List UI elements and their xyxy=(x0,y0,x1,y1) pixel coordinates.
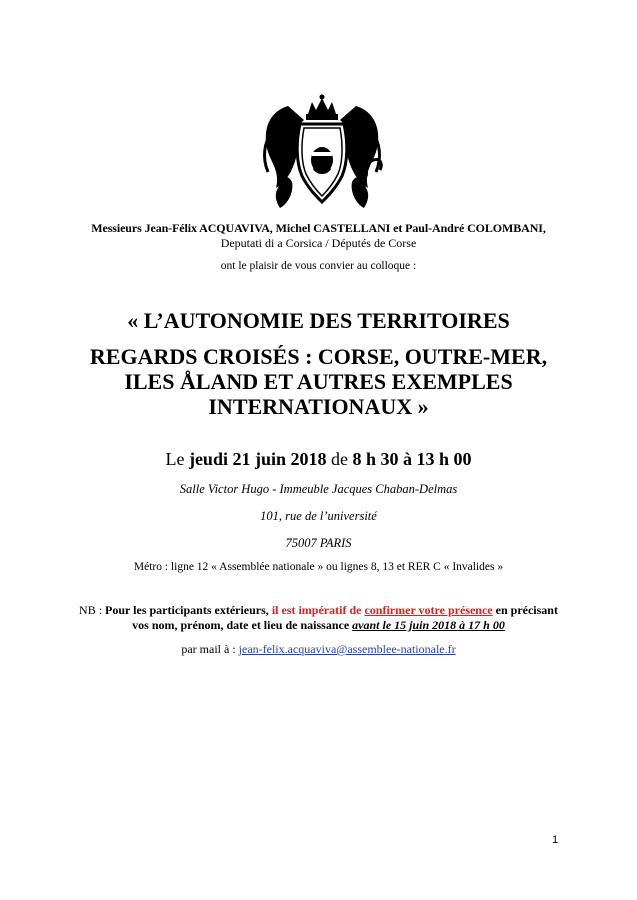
colloquium-title xyxy=(0,308,637,419)
invitation-line: ont le plaisir de vous convier au colloque : xyxy=(220,260,417,272)
deputies-line: Deputati di a Corsica / Députés de Corse xyxy=(220,236,417,250)
title-line-3: ILES ÅLAND ET AUTRES EXEMPLES xyxy=(124,369,513,394)
event-city: 75007 PARIS xyxy=(285,536,352,550)
notice-confirm: confirmer votre présence xyxy=(364,603,493,617)
contact-line xyxy=(0,642,637,657)
title-line-4: INTERNATIONAUX » xyxy=(208,394,429,419)
date-day: jeudi 21 juin 2018 xyxy=(188,449,327,469)
date-prefix: Le xyxy=(165,449,189,469)
event-venue: Salle Victor Hugo - Immeuble Jacques Chaban-Delmas xyxy=(179,482,458,496)
email-link[interactable]: jean-felix.acquaviva@assemblee-nationale.fr xyxy=(238,642,456,656)
mail-prefix: par mail à : xyxy=(181,642,239,656)
date-time: 8 h 30 à 13 h 00 xyxy=(352,449,472,469)
notice-red: il est impératif de xyxy=(271,603,365,617)
senders-line: Messieurs Jean-Félix ACQUAVIVA, Michel CASTELLANI et Paul-André COLOMBANI, xyxy=(91,221,546,235)
notice-line-2-text: vos nom, prénom, date et lieu de naissance xyxy=(132,618,353,632)
notice-line-1 xyxy=(0,603,637,618)
event-metro: Métro : ligne 12 « Assemblée nationale » ou lignes 8, 13 et RER C « Invalides » xyxy=(133,561,504,573)
notice-prefix: NB : xyxy=(79,603,106,617)
title-line-1: « L’AUTONOMIE DES TERRITOIRES xyxy=(127,308,510,333)
event-date xyxy=(0,449,637,470)
event-street: 101, rue de l’université xyxy=(260,509,377,523)
corsica-coat-of-arms-icon xyxy=(258,92,386,210)
date-mid: de xyxy=(326,449,353,469)
title-line-2: REGARDS CROISÉS : CORSE, OUTRE-MER, xyxy=(89,344,548,369)
notice-deadline: avant le 15 juin 2018 à 17 h 00 xyxy=(352,618,505,632)
page-number: 1 xyxy=(552,834,559,846)
notice-bold-1: Pour les participants extérieurs, xyxy=(105,603,272,617)
notice-bold-2: en précisant xyxy=(492,603,558,617)
notice-line-2 xyxy=(0,618,637,633)
